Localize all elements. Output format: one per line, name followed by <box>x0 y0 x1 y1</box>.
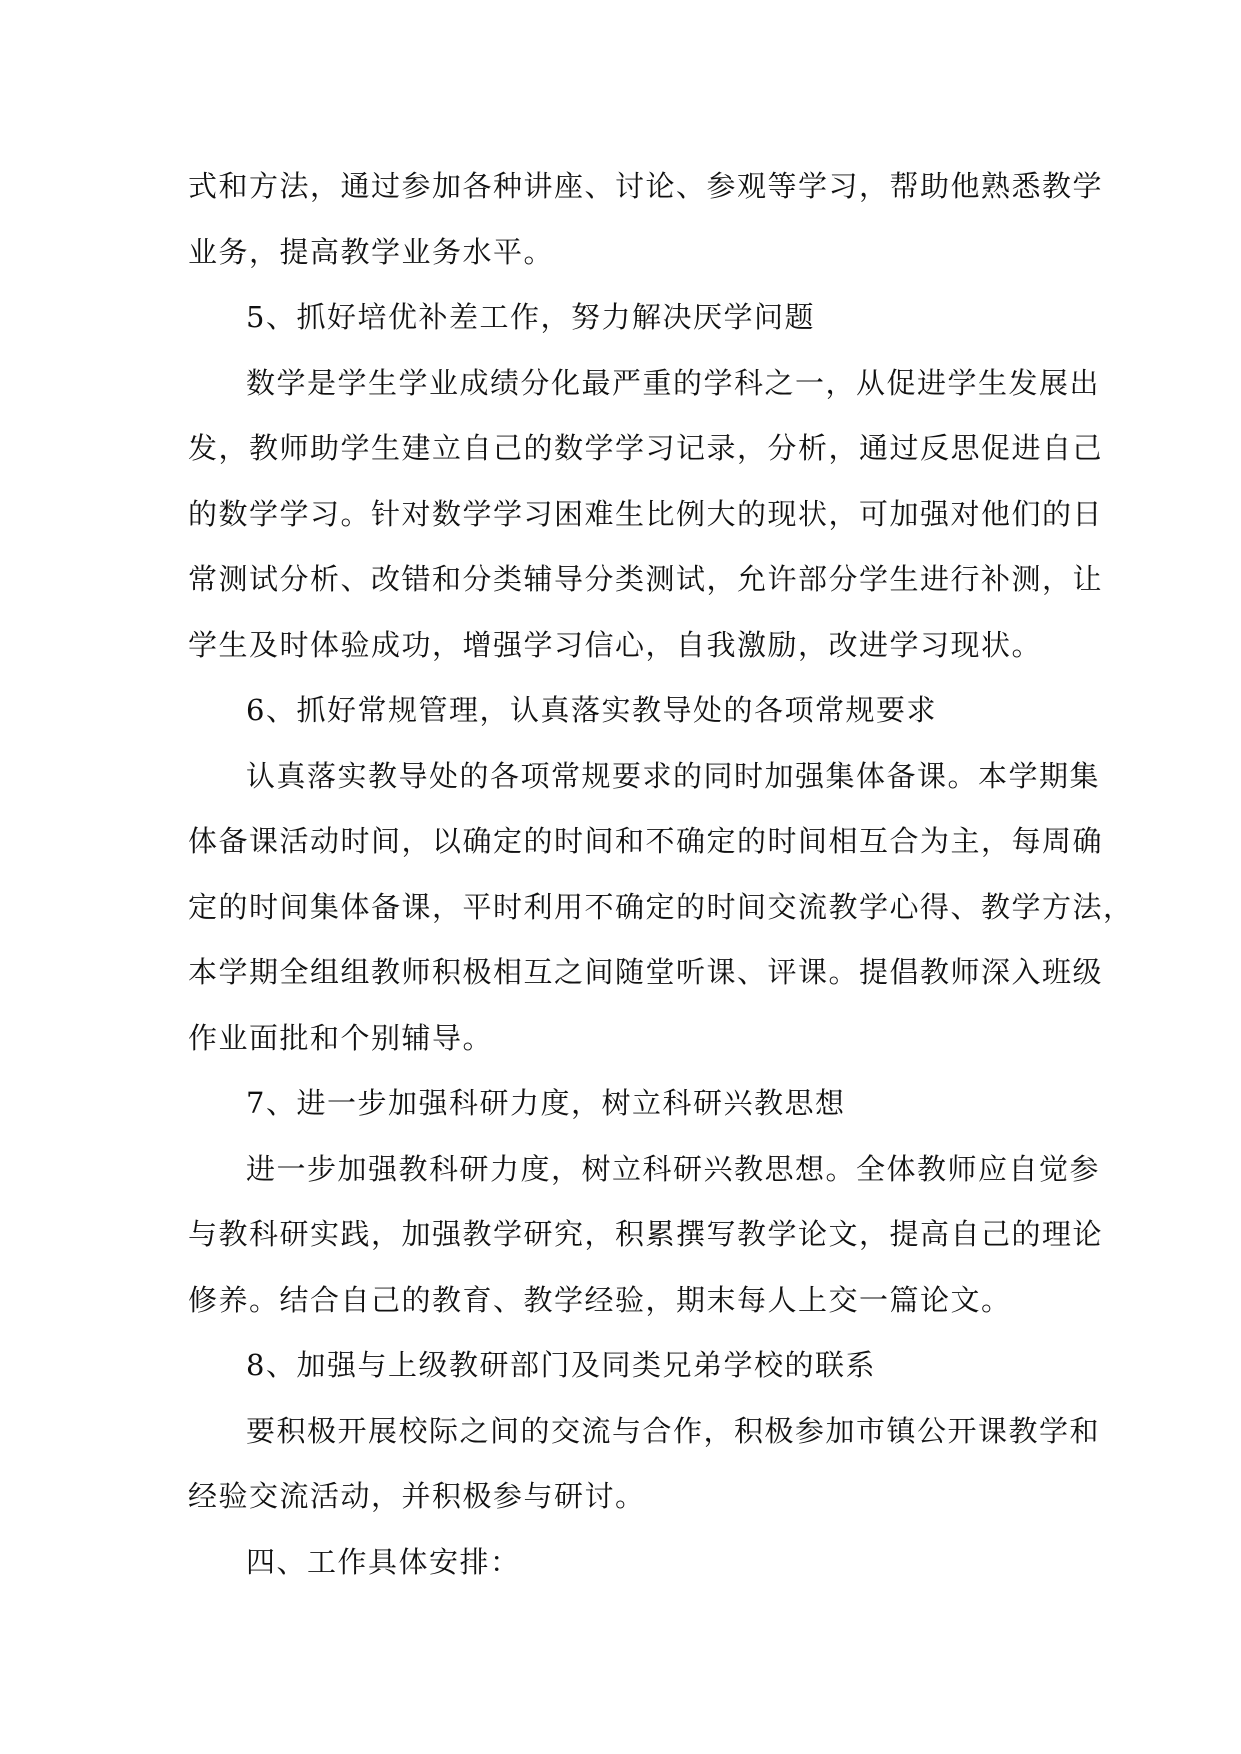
document-body <box>188 154 1134 1595</box>
section-heading: 5、抓好培优补差工作，努力解决厌学问题 <box>246 300 815 334</box>
text-line: 式和方法，通过参加各种讲座、讨论、参观等学习，帮助他熟悉教学 <box>188 169 1104 203</box>
section-heading: 6、抓好常规管理，认真落实教导处的各项常规要求 <box>246 693 937 727</box>
text-line: 本学期全组组教师积极相互之间随堂听课、评课。提倡教师深入班级 <box>188 955 1104 989</box>
section-heading: 8、加强与上级教研部门及同类兄弟学校的联系 <box>246 1348 876 1382</box>
text-line: 认真落实教导处的各项常规要求的同时加强集体备课。本学期集 <box>246 758 1101 793</box>
text-line: 定的时间集体备课，平时利用不确定的时间交流教学心得、教学方法， <box>188 889 1134 924</box>
text-line: 要积极开展校际之间的交流与合作，积极参加市镇公开课教学和 <box>246 1413 1101 1448</box>
text-line: 体备课活动时间，以确定的时间和不确定的时间相互合为主，每周确 <box>188 824 1104 858</box>
text-line: 与教科研实践，加强教学研究，积累撰写教学论文，提高自己的理论 <box>188 1217 1104 1251</box>
section-heading: 四、工作具体安排： <box>246 1544 521 1579</box>
text-line: 作业面批和个别辅导。 <box>188 1020 494 1055</box>
text-line: 常测试分析、改错和分类辅导分类测试，允许部分学生进行补测，让 <box>188 562 1104 596</box>
section-heading: 7、进一步加强科研力度，树立科研兴教思想 <box>246 1086 846 1120</box>
text-line: 经验交流活动，并积极参与研讨。 <box>188 1479 646 1513</box>
text-line: 进一步加强教科研力度，树立科研兴教思想。全体教师应自觉参 <box>246 1151 1101 1186</box>
text-line: 学生及时体验成功，增强学习信心，自我激励，改进学习现状。 <box>188 627 1043 662</box>
text-line: 业务，提高教学业务水平。 <box>188 234 555 269</box>
text-line: 发，教师助学生建立自己的数学学习记录，分析，通过反思促进自己 <box>188 431 1104 465</box>
text-line: 数学是学生学业成绩分化最严重的学科之一，从促进学生发展出 <box>246 365 1101 400</box>
text-line: 修养。结合自己的教育、教学经验，期末每人上交一篇论文。 <box>188 1282 1012 1317</box>
text-line: 的数学学习。针对数学学习困难生比例大的现状，可加强对他们的日 <box>188 496 1104 531</box>
